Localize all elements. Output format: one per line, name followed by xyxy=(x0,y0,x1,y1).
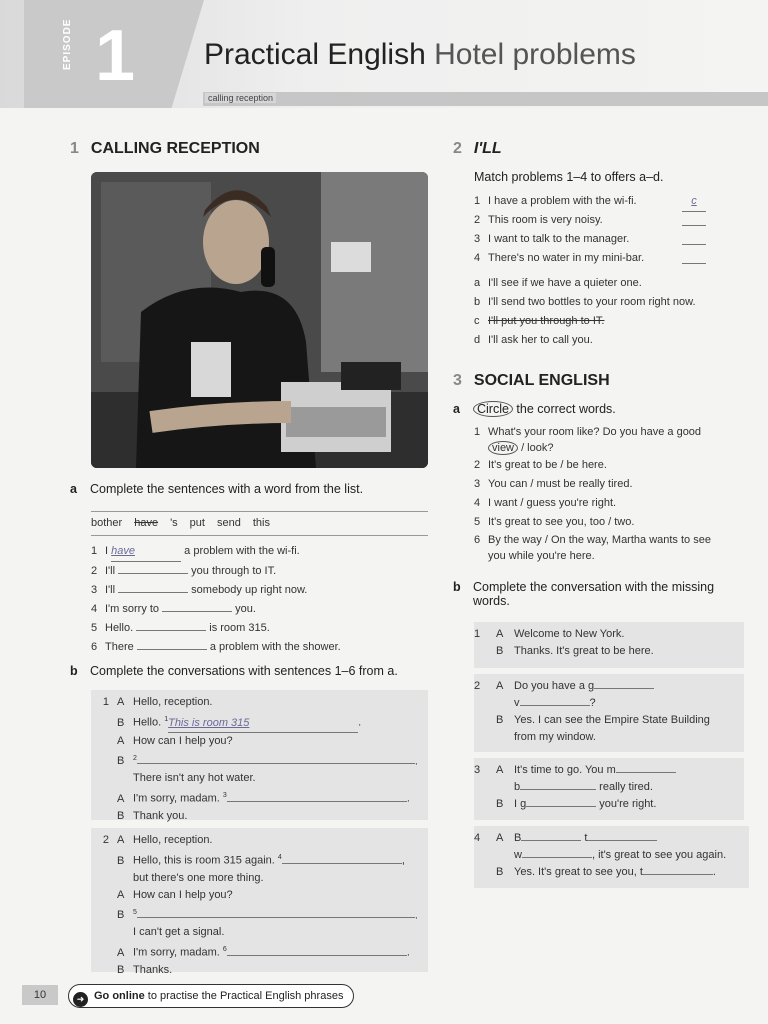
exercise-item-cont: you while you're here. xyxy=(488,550,595,562)
conversation-1 xyxy=(91,690,428,820)
exercise-item: 5 Hello. is room 315. xyxy=(91,622,270,634)
answer-blank[interactable]: have xyxy=(111,542,181,562)
page-number: 10 xyxy=(22,985,58,1005)
exercise-item: 3 You can / must be really tired. xyxy=(474,478,633,490)
convo-line: from my window. xyxy=(514,731,596,743)
go-online-link[interactable]: ➜ Go online to practise the Practical English phrases xyxy=(68,984,354,1008)
convo-line: w , it's great to see you again. xyxy=(514,849,727,861)
conversation-2 xyxy=(91,828,428,976)
answer-blank[interactable] xyxy=(616,772,676,773)
page-title xyxy=(204,38,636,72)
answer-blank[interactable] xyxy=(520,705,590,706)
problem-item: 1 I have a problem with the wi-fi. c xyxy=(474,192,734,211)
convo-line: but there's one more thing. xyxy=(133,871,264,884)
convo-line: B Thanks. xyxy=(117,963,173,976)
convo-line: B Yes. It's great to see you, t . xyxy=(496,866,716,878)
convo-line: B I g you're right. xyxy=(496,798,657,810)
answer-blank[interactable] xyxy=(118,592,188,593)
exercise-item: 6 By the way / On the way, Martha wants to see xyxy=(474,534,711,546)
offers-list xyxy=(474,274,744,350)
exercise-item-cont: view / look? xyxy=(474,440,744,456)
exercise-item: 4 I'm sorry to you. xyxy=(91,603,256,615)
cursor-icon: ➜ xyxy=(73,992,88,1007)
convo-line: B Thanks. It's great to be here. xyxy=(496,645,654,657)
convo-line: B Hello. $^1$This is room 315 . xyxy=(91,711,428,733)
convo-line: A How can I help you? xyxy=(117,734,233,747)
exercise-item: 6 There a problem with the shower. xyxy=(91,641,341,653)
section1-title: CALLING RECEPTION xyxy=(90,140,260,157)
offer-item: c I'll put you through to IT. xyxy=(474,315,605,327)
section1b-instruction: b Complete the conversations with sentences 1–6 from a. xyxy=(70,664,398,678)
convo-line: A I'm sorry, madam. $^3$ . xyxy=(117,792,410,805)
exercise-item: 2 It's great to be / be here. xyxy=(474,459,607,471)
problem-item: 3 I want to talk to the manager. xyxy=(474,230,734,249)
social-convo-4 xyxy=(474,826,749,888)
exercise-item: 1 What's your room like? Do you have a good xyxy=(474,426,702,438)
convo-line: A I'm sorry, madam. $^6$ . xyxy=(117,946,410,959)
social-convo-1 xyxy=(474,622,744,668)
exercise-item: 2 I'll you through to IT. xyxy=(91,565,277,577)
convo-line: 3 A It's time to go. You m xyxy=(474,762,744,779)
photo-illustration xyxy=(91,172,428,468)
section2-instruction: Match problems 1–4 to offers a–d. xyxy=(474,170,664,184)
answer-blank[interactable] xyxy=(137,917,415,918)
answer-blank[interactable] xyxy=(137,763,415,764)
answer-blank[interactable] xyxy=(227,955,407,956)
answer-blank[interactable] xyxy=(682,230,706,245)
convo-line: B Yes. I can see the Empire State Building xyxy=(496,714,710,726)
convo-line: v ? xyxy=(514,697,596,709)
word-list xyxy=(91,511,428,536)
title-main: Practical English xyxy=(204,38,426,71)
word-item: 's xyxy=(170,517,178,529)
exercise-item: 4 I want / guess you're right. xyxy=(474,497,617,509)
convo-line: B $^5$ . xyxy=(117,908,418,922)
answer-blank[interactable] xyxy=(118,573,188,574)
answer-blank[interactable] xyxy=(587,840,657,841)
title-sub: Hotel problems xyxy=(434,38,636,71)
answer-blank[interactable] xyxy=(137,649,207,650)
convo-line: B $^2$ . xyxy=(117,754,418,768)
convo-line: 1 A Hello, reception. xyxy=(102,696,213,708)
convo-line: 1 A Welcome to New York. xyxy=(474,628,625,640)
social-convo-3 xyxy=(474,758,744,820)
exercise-item: 1 I have a problem with the wi-fi. xyxy=(91,542,428,562)
word-item: have xyxy=(134,517,159,529)
section1-number: 1 xyxy=(70,140,79,157)
answer-blank[interactable] xyxy=(162,611,232,612)
section3a-items xyxy=(474,424,744,564)
answer-blank[interactable] xyxy=(136,630,206,631)
word-item: bother xyxy=(91,517,123,529)
convo-line: 2 A Hello, reception. xyxy=(102,834,213,846)
photo-man-on-phone xyxy=(91,172,428,468)
convo-line: b really tired. xyxy=(514,781,653,793)
convo-line: I can't get a signal. xyxy=(133,926,225,939)
answer-blank[interactable]: This is room 315 xyxy=(168,715,358,733)
answer-blank[interactable] xyxy=(227,801,407,802)
section1-heading xyxy=(70,140,260,158)
word-item: put xyxy=(189,517,205,529)
convo-line: 2 A Do you have a g xyxy=(474,678,744,695)
answer-blank[interactable] xyxy=(594,688,654,689)
problem-item: 2 This room is very noisy. xyxy=(474,211,734,230)
answer-blank[interactable] xyxy=(526,806,596,807)
answer-blank[interactable] xyxy=(643,874,713,875)
answer-blank[interactable]: c xyxy=(682,192,706,212)
answer-blank[interactable] xyxy=(282,863,402,864)
answer-blank[interactable] xyxy=(682,211,706,226)
social-convo-2 xyxy=(474,674,744,752)
episode-number: 1 xyxy=(95,16,136,96)
answer-blank[interactable] xyxy=(522,857,592,858)
convo-line: B Thank you. xyxy=(117,809,188,822)
convo-line: B Hello, this is room 315 again. $^4$ , xyxy=(117,854,405,867)
problem-item: 4 There's no water in my mini-bar. xyxy=(474,249,734,268)
exercise-item: 3 I'll somebody up right now. xyxy=(91,584,308,596)
ribbon xyxy=(203,92,768,106)
offer-item: d I'll ask her to call you. xyxy=(474,334,593,346)
convo-line: There isn't any hot water. xyxy=(133,772,256,785)
answer-blank[interactable] xyxy=(682,249,706,264)
problems-list xyxy=(474,192,734,268)
convo-line: A How can I help you? xyxy=(117,888,233,901)
word-item: send xyxy=(216,517,241,529)
convo-line: 4 A B t xyxy=(474,830,749,847)
section1a-items xyxy=(91,542,428,657)
episode-label: EPISODE xyxy=(62,18,73,70)
answer-blank[interactable] xyxy=(521,840,581,841)
word-item: this xyxy=(252,517,270,529)
offer-item: a I'll see if we have a quieter one. xyxy=(474,277,642,289)
answer-blank[interactable] xyxy=(520,789,596,790)
section3a-instruction: a Circle the correct words. xyxy=(453,402,616,416)
section2-heading: 2 I'LL xyxy=(453,140,502,157)
section3-heading: 3 SOCIAL ENGLISH xyxy=(453,372,610,389)
offer-item: b I'll send two bottles to your room right now. xyxy=(474,296,696,308)
exercise-item: 5 It's great to see you, too / two. xyxy=(474,516,635,528)
ribbon-label: calling reception xyxy=(205,93,276,103)
section1a-instruction: a Complete the sentences with a word from the list. xyxy=(70,482,364,496)
section3b-instruction: b Complete the conversation with the missing words. xyxy=(453,580,715,608)
